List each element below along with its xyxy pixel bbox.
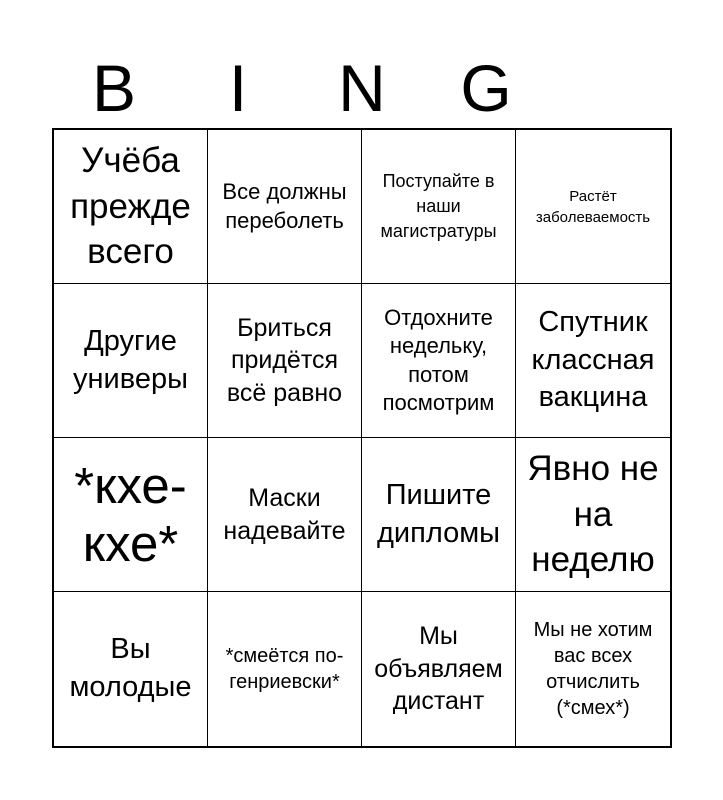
bingo-cell-14[interactable]: *смеётся по-генриевски* [208, 592, 362, 746]
bingo-board [52, 128, 672, 748]
bingo-cell-2[interactable]: Все должны переболеть [208, 130, 362, 284]
bingo-cell-8[interactable]: Спутник классная вакцина [516, 284, 670, 438]
header-letter-b: B [91, 51, 137, 125]
bingo-cell-12[interactable]: Явно не на неделю [516, 438, 670, 592]
header-letter-i: I [228, 51, 248, 125]
bingo-cell-6[interactable]: Бриться придётся всё равно [208, 284, 362, 438]
header-letter-n: N [338, 51, 386, 125]
bingo-cell-10[interactable]: Маски надевайте [208, 438, 362, 592]
bingo-cell-5[interactable]: Другие универы [54, 284, 208, 438]
bingo-cell-9[interactable]: *кхе-кхе* [54, 438, 208, 592]
bingo-header [52, 50, 672, 126]
bingo-cell-1[interactable]: Учёба прежде всего [54, 130, 208, 284]
bingo-cell-4[interactable]: Растёт заболеваемость [516, 130, 670, 284]
header-letter-o [548, 50, 672, 126]
bingo-cell-11[interactable]: Пишите дипломы [362, 438, 516, 592]
bingo-cell-13[interactable]: Вы молодые [54, 592, 208, 746]
header-letter-g: G [460, 51, 512, 125]
bingo-cell-16[interactable]: Мы не хотим вас всех отчислить (*смех*) [533, 619, 653, 719]
bingo-cell-3[interactable]: Поступайте в наши магистратуры [362, 130, 516, 284]
bingo-cell-15[interactable]: Мы объявляем дистант [362, 592, 516, 746]
bingo-cell-7[interactable]: Отдохните недельку, потом посмотрим [362, 284, 516, 438]
